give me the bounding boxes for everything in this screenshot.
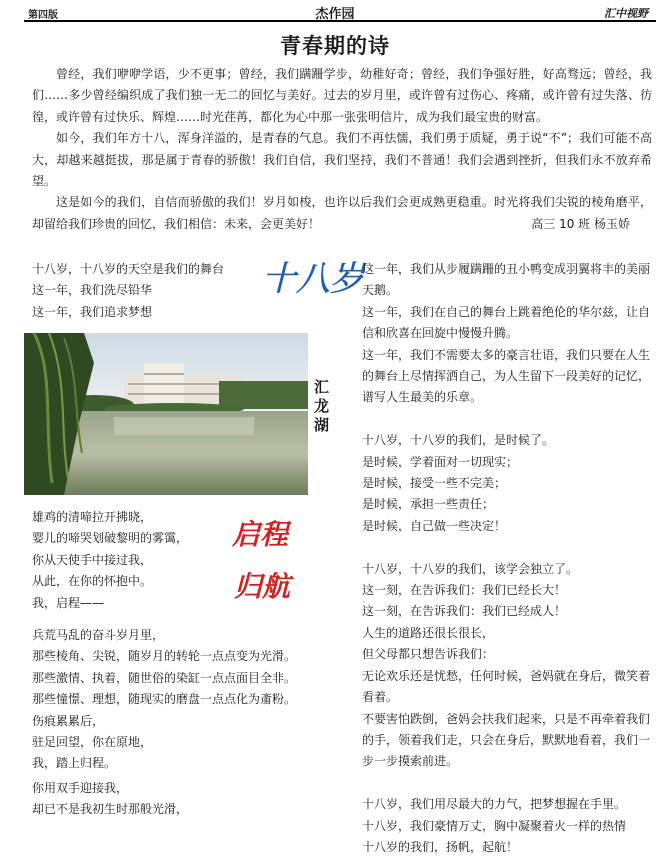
- photo-caption: 汇龙湖: [314, 378, 330, 434]
- poem-line: 十八岁，十八岁的我们，是时候了。: [362, 433, 555, 448]
- poem-left-stanza-1: [32, 259, 272, 323]
- header-divider: [24, 20, 656, 22]
- poem-line: 那些棱角、尖锐，随岁月的转轮一点点变为光滑。: [32, 649, 297, 664]
- poem-line: 这一年，我们从步履蹒跚的丑小鸭变成羽翼将丰的美丽天鹅。: [362, 262, 651, 298]
- art-title-eighteen: [258, 252, 364, 302]
- poem-line: 是时候，自己做一些决定！: [362, 518, 507, 533]
- lake-photo: [24, 333, 308, 495]
- poem-line: 无论欢乐还是忧愁，任何时候，爸妈就在身后，微笑着看着。: [362, 668, 651, 705]
- essay-body: [32, 64, 652, 235]
- poem-line: 这一年，我们在自己的舞台上跳着绝伦的华尔兹，让自信和欣喜在回旋中慢慢升腾。: [362, 304, 651, 341]
- poem-line: 伤痕累累后，: [32, 713, 105, 728]
- poem-left-stanza-2: [32, 507, 232, 614]
- poem-line: 兵荒马乱的奋斗岁月里，: [32, 628, 165, 642]
- paper-name: 汇中视野: [604, 7, 648, 20]
- poem-line: 这一年，我们洗尽铅华: [32, 283, 153, 298]
- poem-line: 婴儿的啼哭划破黎明的雾霭，: [32, 531, 189, 546]
- poem-line: 十八岁，十八岁的我们，该学会独立了。: [362, 561, 579, 576]
- poem-left-stanza-3: [32, 625, 342, 775]
- art-title-text: 十八岁: [262, 259, 364, 299]
- poem-line: 你用双手迎接我，: [32, 781, 129, 795]
- poem-line: 人生的道路还很长很长，: [362, 625, 495, 640]
- article-title: 青春期的诗: [280, 33, 390, 58]
- poem-left-stanza-4: [32, 778, 342, 821]
- author-byline: 高三 10 班 杨玉娇: [531, 216, 630, 231]
- poem-line: 这一刻，在告诉我们：我们已经长大！: [362, 583, 567, 598]
- poem-line: 从此，在你的怀抱中。: [32, 574, 153, 589]
- poem-line: 十八岁，十八岁的天空是我们的舞台: [32, 262, 225, 276]
- art-title-return: 归航: [234, 570, 291, 603]
- poem-line: 十八岁的我们，扬帆，起航！: [362, 839, 519, 854]
- poem-line: 这一年，我们不需要太多的豪言壮语，我们只要在人生的舞台上尽情挥洒自己，为人生留下一段美好的记忆，谱写人生最美的乐章。: [362, 347, 651, 405]
- poem-line: 十八岁，我们豪情万丈，胸中凝聚着火一样的热情: [362, 818, 627, 833]
- poem-line: 那些憧憬、理想，随现实的磨盘一点点化为齑粉。: [32, 692, 297, 707]
- poem-right-column: [362, 259, 650, 858]
- poem-line: 这一刻，在告诉我们：我们已经成人！: [362, 604, 567, 619]
- poem-line: 是时候，承担一些责任；: [362, 497, 495, 512]
- poem-line: 那些激情、执着，随世俗的染缸一点点面目全非。: [32, 670, 297, 685]
- poem-line: 我，启程——: [32, 595, 105, 610]
- poem-line: 是时候，接受一些不完美；: [362, 476, 507, 491]
- poem-line: 十八岁，我们用尽最大的力气，把梦想握在手里。: [362, 797, 627, 812]
- page-number-label: 第四版: [28, 10, 58, 21]
- essay-paragraph: 如今，我们年方十八，浑身洋溢的，是青春的气息。我们不再怯懦，我们勇于质疑，勇于说“不”；我们可能不高大，却越来越挺拔，那是属于青春的骄傲！我们自信，我们坚持，我们不普通！我们会遇到挫折，但我们永不放弃希望。: [32, 131, 652, 189]
- poem-line: 却已不是我初生时那般光滑，: [32, 802, 189, 817]
- essay-paragraph: 曾经，我们咿咿学语，少不更事；曾经，我们蹒跚学步，幼稚好奇；曾经，我们争强好胜，好高骛远；曾经，我们……多少曾经编织成了我们独一无二的回忆与美好。过去的岁月里，或许曾有过伤心、疼痛，或许曾有过失落、彷徨，或许曾有过快乐、辉煌……时光荏苒，都化为心中那一张张明信片，成为我们最宝贵的财富。: [32, 67, 652, 124]
- poem-line: 你从天使手中接过我，: [32, 552, 153, 567]
- poem-line: 我，踏上归程。: [32, 756, 117, 771]
- poem-line: 这一年，我们追求梦想: [32, 304, 153, 319]
- essay-text: 这是如今的我们，自信而骄傲的我们！岁月如梭，也许以后我们会更成熟更稳重。时光将我们尖锐的棱角磨平，却留给我们珍贵的回忆，我们相信：未来，会更美好！: [32, 195, 652, 231]
- poem-line: 但父母都只想告诉我们：: [362, 647, 495, 662]
- essay-paragraph: [32, 192, 652, 235]
- section-title: 杰作园: [315, 7, 355, 22]
- poem-line: 驻足回望，你在原地，: [32, 735, 153, 750]
- page-header: [0, 0, 670, 22]
- poem-line: 是时候，学着面对一切现实；: [362, 454, 519, 469]
- poem-line: 不要害怕跌倒，爸妈会扶我们起来，只是不再牵着我们的手，领着我们走，只会在身后，默默地看着，我们一步一步摸索前进。: [362, 711, 651, 769]
- poem-line: 雄鸡的清啼拉开拂晓，: [32, 510, 153, 524]
- lake-photo-image: [24, 333, 308, 495]
- art-title-departure: 启程: [232, 518, 289, 551]
